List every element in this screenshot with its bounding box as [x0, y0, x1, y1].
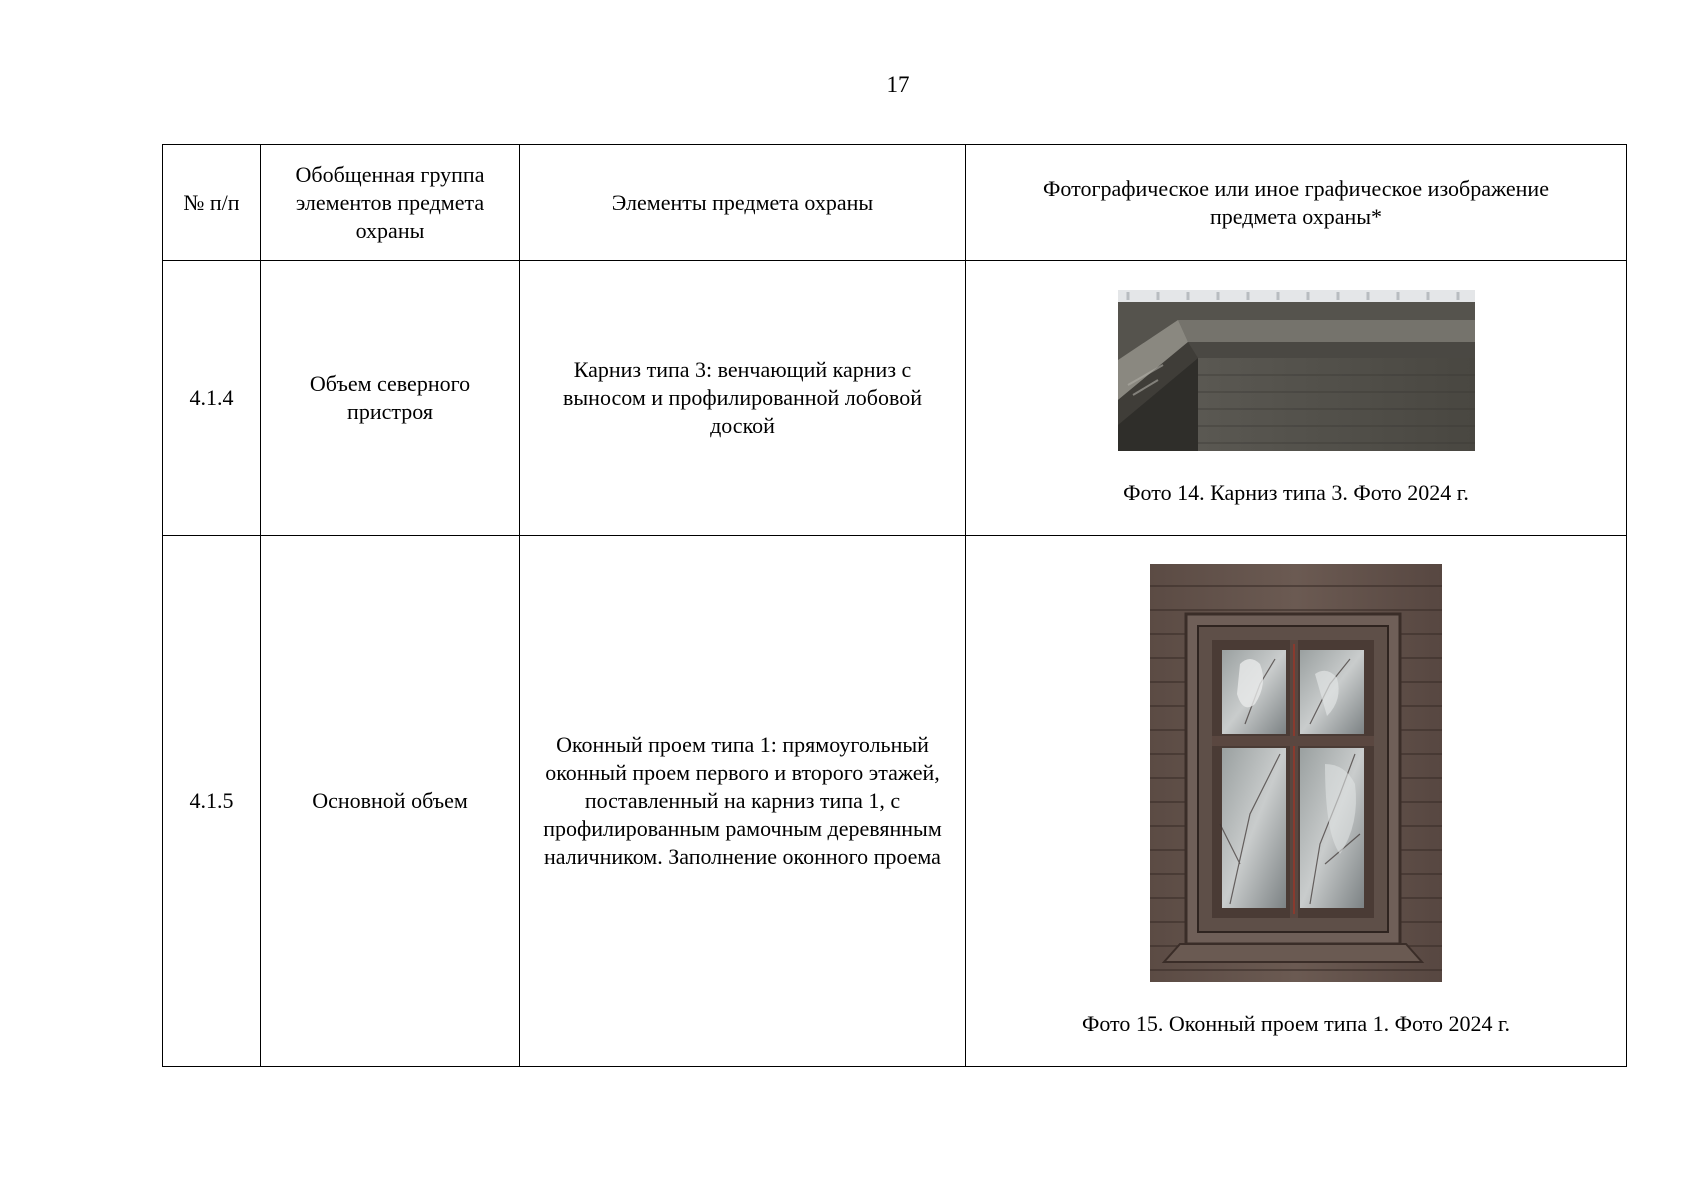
header-elements: Элементы предмета охраны	[520, 145, 966, 261]
row-group: Объем северного пристроя	[261, 261, 520, 536]
row-number: 4.1.5	[163, 536, 261, 1067]
window-photo	[1150, 564, 1442, 982]
protection-elements-table	[162, 144, 1627, 1067]
photo-caption: Фото 15. Оконный проем типа 1. Фото 2024 г.	[1081, 1011, 1511, 1036]
table-header-row	[163, 145, 1627, 261]
row-element: Карниз типа 3: венчающий карниз с выносом и профилированной лобовой доской	[520, 261, 966, 536]
page-number: 17	[886, 72, 910, 97]
header-number: № п/п	[163, 145, 261, 261]
row-element: Оконный проем типа 1: прямоугольный оконный проем первого и второго этажей, поставленный на карниз типа 1, с профилированным рамочным деревянным наличником. Заполнение оконного проема	[520, 536, 966, 1067]
row-group: Основной объем	[261, 536, 520, 1067]
cornice-photo	[1118, 290, 1475, 451]
header-group: Обобщенная группа элементов предмета охраны	[261, 145, 520, 261]
header-photo: Фотографическое или иное графическое изображение предмета охраны*	[966, 145, 1627, 261]
table-row	[163, 536, 1627, 1067]
row-number: 4.1.4	[163, 261, 261, 536]
row-photo-cell	[966, 536, 1627, 1067]
row-photo-cell	[966, 261, 1627, 536]
table-row	[163, 261, 1627, 536]
photo-caption: Фото 14. Карниз типа 3. Фото 2024 г.	[1123, 479, 1469, 505]
